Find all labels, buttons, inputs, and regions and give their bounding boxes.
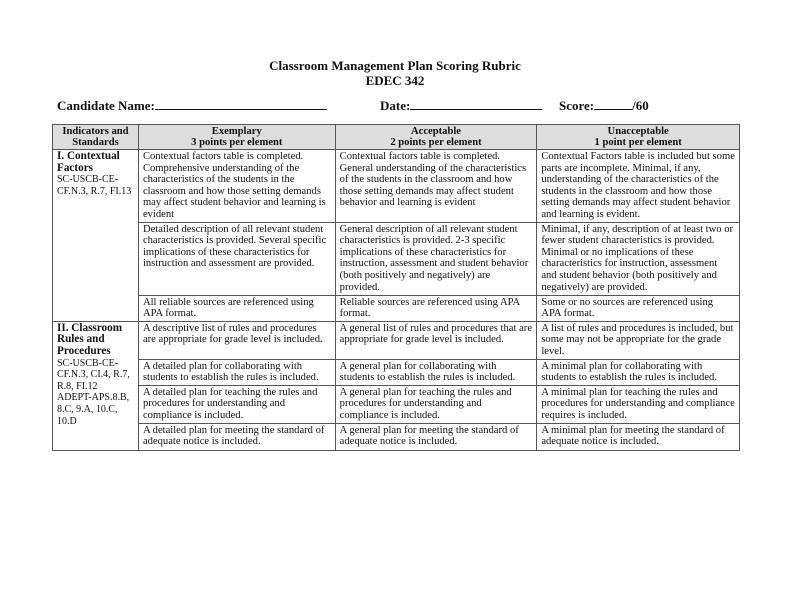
table-row	[53, 321, 740, 359]
header-line2: 2 points per element	[390, 137, 482, 148]
column-header	[335, 125, 537, 150]
exemplary-cell: Contextual factors table is completed. Comprehensive understanding of the characteristics of the students in the classroom and how those setting demands may affect student behavior and learning is evident	[138, 150, 335, 223]
table-row	[53, 359, 740, 385]
score-suffix: /60	[632, 98, 649, 113]
header-row	[53, 125, 740, 150]
column-header	[138, 125, 335, 150]
exemplary-cell: A detailed plan for meeting the standard of adequate notice is included.	[138, 423, 335, 450]
acceptable-cell: A general plan for meeting the standard of adequate notice is included.	[335, 423, 537, 450]
exemplary-cell: A detailed plan for teaching the rules and procedures for understanding and compliance is included.	[138, 385, 335, 423]
header-line2: 1 point per element	[594, 137, 682, 148]
exemplary-cell: All reliable sources are referenced using APA format.	[138, 295, 335, 321]
exemplary-cell: A descriptive list of rules and procedures are appropriate for grade level is included.	[138, 321, 335, 359]
table-row	[53, 385, 740, 423]
unacceptable-cell: Contextual Factors table is included but some parts are incomplete. Minimal, if any, understanding of the characteristics of the students in the classroom and how those setting demands may affect student behavior and learning is evident.	[537, 150, 740, 223]
indicator-title: I. Contextual Factors	[57, 150, 120, 174]
date-field	[380, 97, 542, 114]
table-row	[53, 295, 740, 321]
acceptable-cell: A general list of rules and procedures that are appropriate for grade level is included.	[335, 321, 537, 359]
header-line2: Standards	[72, 137, 119, 148]
course-code: EDEC 342	[365, 73, 425, 88]
acceptable-cell: General description of all relevant student characteristics is provided. 2-3 specific implications of these characteristics for instruction, assessment and student behavior (both positively and negatively) are provided.	[335, 222, 537, 295]
unacceptable-cell: A minimal plan for teaching the rules and procedures for understanding and compliance requires is included.	[537, 385, 740, 423]
column-header	[53, 125, 139, 150]
header-line1: Indicators and	[62, 126, 129, 137]
candidate-name-label: Candidate Name:	[57, 98, 155, 113]
unacceptable-cell: Some or no sources are referenced using APA format.	[537, 295, 740, 321]
unacceptable-cell: A list of rules and procedures is included, but some may not be appropriate for the grade level.	[537, 321, 740, 359]
rubric-table	[52, 124, 740, 451]
indicator-standards: SC-USCB-CE-CF.N.3, CI.4, R.7, R.8, FI.12 ADEPT-APS.8.B, 8.C, 9.A, 10.C, 10.D	[57, 357, 130, 427]
score-label: Score:	[559, 98, 595, 113]
table-row	[53, 150, 740, 223]
table-row	[53, 222, 740, 295]
acceptable-cell: Reliable sources are referenced using APA format.	[335, 295, 537, 321]
header-line2: 3 points per element	[191, 137, 283, 148]
indicator-cell	[53, 150, 139, 322]
indicator-cell	[53, 321, 139, 450]
indicator-title: II. Classroom Rules and Procedures	[57, 321, 123, 357]
header-line1: Exemplary	[211, 126, 262, 137]
unacceptable-cell: A minimal plan for collaborating with students to establish the rules is included.	[537, 359, 740, 385]
unacceptable-cell: A minimal plan for meeting the standard of adequate notice is included.	[537, 423, 740, 450]
header-line1: Acceptable	[410, 126, 461, 137]
candidate-name-field	[57, 97, 327, 114]
header-line1: Unacceptable	[607, 126, 669, 137]
unacceptable-cell: Minimal, if any, description of at least two or fewer student characteristics is provided. Minimal or no implications of these characteristics for instruction, assessment and student behavior (both positively and negatively) are provided.	[537, 222, 740, 295]
indicator-standards: SC-USCB-CE-CF.N.3, R.7, FI.13	[57, 174, 132, 197]
column-header	[537, 125, 740, 150]
acceptable-cell: A general plan for collaborating with students to establish the rules is included.	[335, 359, 537, 385]
acceptable-cell: A general plan for teaching the rules and procedures for understanding and compliance is included.	[335, 385, 537, 423]
acceptable-cell: Contextual factors table is completed. General understanding of the characteristics of the students in the classroom and how those setting demands may affect student behavior and learning is evident	[335, 150, 537, 223]
exemplary-cell: Detailed description of all relevant student characteristics is provided. Several specific implications of these characteristics for instruction and assessment are provided.	[138, 222, 335, 295]
date-label: Date:	[380, 98, 411, 113]
document-title: Classroom Management Plan Scoring Rubric	[269, 58, 521, 73]
score-field	[559, 97, 649, 114]
exemplary-cell: A detailed plan for collaborating with students to establish the rules is included.	[138, 359, 335, 385]
table-row	[53, 423, 740, 450]
